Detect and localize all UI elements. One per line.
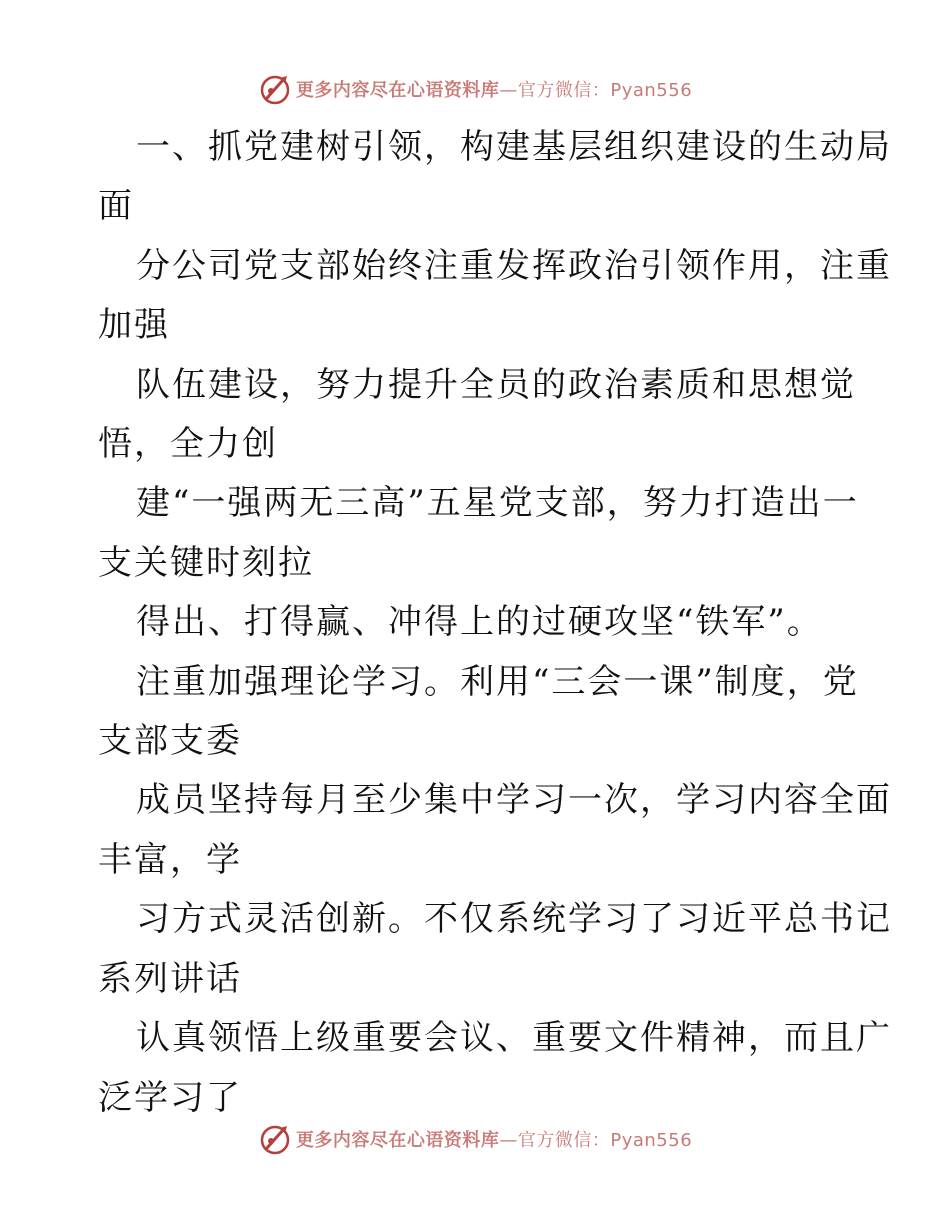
text-line: 得出、打得赢、冲得上的过硬攻坚“铁军”。 <box>136 602 823 643</box>
text-line: 系列讲话 <box>98 958 242 999</box>
text-line: 成员坚持每月至少集中学习一次，学习内容全面 <box>136 780 892 821</box>
text-line: 支部支委 <box>98 721 242 762</box>
text-line: 注重加强理论学习。利用“三会一课”制度，党 <box>136 661 859 702</box>
text-line: 泛学习了 <box>98 1077 242 1118</box>
text-line: 面 <box>98 186 134 227</box>
text-line: 一、抓党建树引领，构建基层组织建设的生动局 <box>136 127 892 167</box>
text-line: 支关键时刻拉 <box>98 542 314 583</box>
text-line: 建“一强两无三高”五星党支部，努力打造出一 <box>136 483 859 524</box>
text-line: 悟，全力创 <box>98 424 278 465</box>
header-watermark <box>0 72 950 106</box>
watermark-text: 更多内容尽在心语资料库—官方微信：Pyan556 <box>295 80 693 101</box>
logo-icon <box>258 72 292 106</box>
text-line: 习方式灵活创新。不仅系统学习了习近平总书记 <box>136 899 892 940</box>
text-line: 丰富，学 <box>98 839 242 880</box>
footer-watermark <box>0 1122 950 1156</box>
watermark-text: 更多内容尽在心语资料库—官方微信：Pyan556 <box>295 1130 693 1151</box>
text-line: 队伍建设，努力提升全员的政治素质和思想觉 <box>136 364 856 405</box>
text-line: 认真领悟上级重要会议、重要文件精神，而且广 <box>136 1018 892 1059</box>
text-line: 加强 <box>98 305 170 346</box>
text-line: 分公司党支部始终注重发挥政治引领作用，注重 <box>136 245 892 286</box>
logo-icon <box>258 1122 292 1156</box>
document-body <box>98 118 892 1128</box>
